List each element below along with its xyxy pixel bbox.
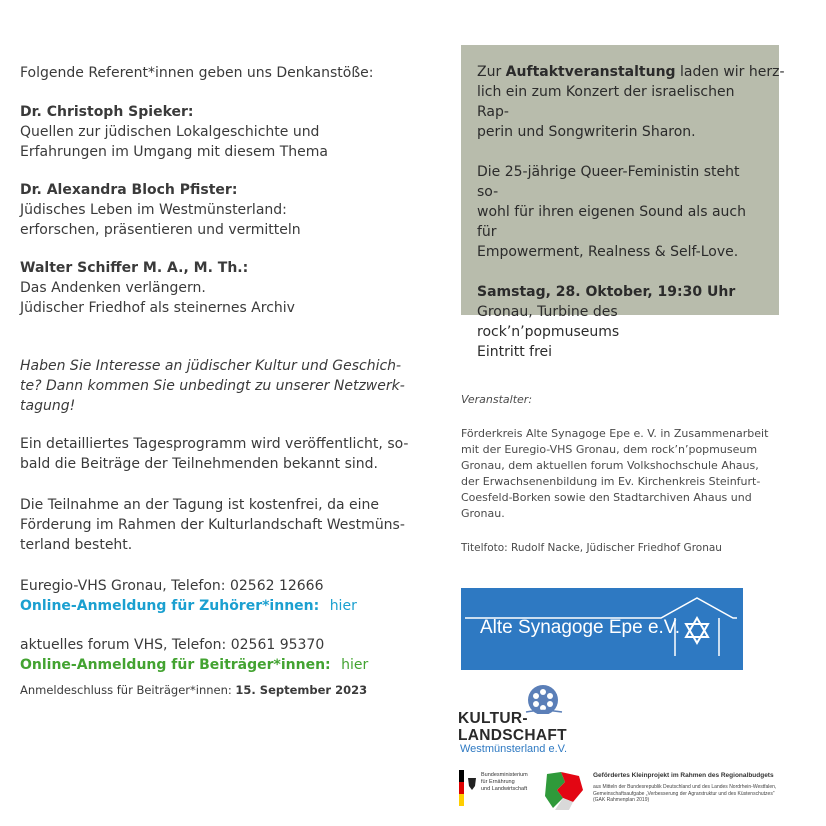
interest-line: tagung! bbox=[20, 398, 76, 414]
event-intro-line: lich ein zum Konzert der israelischen Rap- bbox=[477, 84, 735, 120]
free-line: Die Teilnahme an der Tagung ist kostenfrei, da eine bbox=[20, 497, 379, 513]
interest-line: te? Dann kommen Sie unbedingt zu unserer Netzwerk- bbox=[20, 378, 405, 394]
funding-line: aus Mitteln der Bundesrepublik Deutschland und des Landes Nordrhein-Westfalen, bbox=[593, 784, 777, 790]
speaker-topic-line: Quellen zur jüdischen Lokalgeschichte und bbox=[20, 124, 320, 140]
funding-text bbox=[593, 784, 798, 804]
organizer-line: Förderkreis Alte Synagoge Epe e. V. in Zusammenarbeit bbox=[461, 427, 769, 440]
event-date: Samstag, 28. Oktober, 19:30 Uhr bbox=[477, 284, 736, 300]
program-paragraph bbox=[20, 434, 409, 474]
photo-credit: Titelfoto: Rudolf Nacke, Jüdischer Friedhof Gronau bbox=[461, 542, 722, 554]
free-line: terland besteht. bbox=[20, 537, 133, 553]
organizer-section bbox=[461, 392, 781, 556]
bmel-line: und Landwirtschaft bbox=[481, 786, 528, 792]
registration-2 bbox=[20, 635, 400, 675]
free-line: Förderung im Rahmen der Kulturlandschaft Westmüns- bbox=[20, 517, 405, 533]
speaker-topic-line: Jüdisches Leben im Westmünsterland: bbox=[20, 202, 287, 218]
text: Zur bbox=[477, 64, 506, 80]
organizer-line: der Erwachsenenbildung im Ev. Kirchenkreis Steinfurt- bbox=[461, 475, 761, 488]
organizer-label: Veranstalter: bbox=[461, 393, 533, 406]
organizer-line: Gronau. bbox=[461, 507, 505, 520]
speaker-2 bbox=[20, 180, 400, 240]
deadline bbox=[20, 682, 367, 698]
registration-1 bbox=[20, 576, 400, 616]
registration-link-listeners[interactable]: hier bbox=[329, 598, 357, 614]
interest-paragraph bbox=[20, 356, 405, 416]
speaker-1 bbox=[20, 102, 400, 162]
organizer-line: Gronau, dem aktuellen forum Volkshochschule Ahaus, bbox=[461, 459, 759, 472]
event-desc-line: wohl für ihren eigenen Sound als auch für bbox=[477, 204, 746, 240]
kulturlandschaft-line1: KULTUR- bbox=[458, 710, 528, 727]
event-intro-line bbox=[477, 62, 785, 82]
program-line: Ein detailliertes Tagesprogramm wird veröffentlicht, so- bbox=[20, 436, 409, 452]
registration-label: Online-Anmeldung für Zuhörer*innen: bbox=[20, 598, 320, 614]
bmel-line: für Ernährung bbox=[481, 779, 515, 785]
deadline-date: 15. September 2023 bbox=[235, 683, 368, 697]
funding-line: (GAK Rahmenplan 2019) bbox=[593, 797, 650, 803]
organizer-line: Coesfeld-Borken sowie den Stadtarchiven Ahaus und bbox=[461, 491, 752, 504]
contact-phone: aktuelles forum VHS, Telefon: 02561 95370 bbox=[20, 637, 325, 653]
kulturlandschaft-line3: Westmünsterland e.V. bbox=[460, 743, 568, 755]
alte-synagoge-logo bbox=[461, 588, 743, 670]
event-entry: Eintritt frei bbox=[477, 344, 553, 360]
contact-phone: Euregio-VHS Gronau, Telefon: 02562 12666 bbox=[20, 578, 324, 594]
deadline-label: Anmeldeschluss für Beiträger*innen: bbox=[20, 683, 232, 697]
federal-eagle-flag-icon bbox=[459, 770, 479, 810]
speaker-topic-line: Erfahrungen im Umgang mit diesem Thema bbox=[20, 144, 328, 160]
funding-line: Gemeinschaftsaufgabe „Verbesserung der Agrarstruktur und des Küstenschutzes“ bbox=[593, 790, 775, 797]
event-intro-line: perin und Songwriterin Sharon. bbox=[477, 124, 696, 140]
text: laden wir herz- bbox=[675, 64, 785, 80]
organizer-line: mit der Euregio-VHS Gronau, dem rock’n’popmuseum bbox=[461, 443, 758, 456]
nrw-logo-icon bbox=[543, 768, 587, 812]
speaker-name: Dr. Christoph Spieker: bbox=[20, 104, 194, 120]
kulturlandschaft-logo bbox=[458, 684, 588, 764]
event-highlight: Auftaktveranstaltung bbox=[505, 64, 676, 80]
bmel-name bbox=[481, 772, 541, 793]
funding-title: Gefördertes Kleinprojekt im Rahmen des Regionalbudgets bbox=[593, 772, 774, 779]
program-line: bald die Beiträge der Teilnehmenden bekannt sind. bbox=[20, 456, 379, 472]
free-paragraph bbox=[20, 495, 405, 555]
event-desc-line: Empowerment, Realness & Self-Love. bbox=[477, 244, 739, 260]
speaker-topic-line: Das Andenken verlängern. bbox=[20, 280, 206, 296]
speaker-name: Dr. Alexandra Bloch Pfister: bbox=[20, 182, 238, 198]
registration-link-contributors[interactable]: hier bbox=[341, 657, 369, 673]
star-of-david-icon bbox=[686, 618, 708, 643]
kulturlandschaft-line2: LANDSCHAFT bbox=[458, 727, 567, 744]
speaker-topic-line: erforschen, präsentieren und vermitteln bbox=[20, 222, 301, 238]
alte-synagoge-name: Alte Synagoge Epe e.V. bbox=[480, 617, 681, 638]
speaker-name: Walter Schiffer M. A., M. Th.: bbox=[20, 260, 249, 276]
bmel-line: Bundesministerium bbox=[481, 772, 528, 778]
registration-label: Online-Anmeldung für Beiträger*innen: bbox=[20, 657, 331, 673]
event-desc-line: Die 25-jährige Queer-Feministin steht so- bbox=[477, 164, 740, 200]
event-box bbox=[461, 45, 785, 360]
interest-line: Haben Sie Interesse an jüdischer Kultur und Geschich- bbox=[20, 358, 402, 374]
event-venue: Gronau, Turbine des rock’n’popmuseums bbox=[477, 304, 620, 340]
funding-footer bbox=[459, 768, 799, 812]
speaker-topic-line: Jüdischer Friedhof als steinernes Archiv bbox=[20, 300, 295, 316]
speakers-intro: Folgende Referent*innen geben uns Denkanstöße: bbox=[20, 65, 374, 81]
speaker-3 bbox=[20, 258, 400, 318]
